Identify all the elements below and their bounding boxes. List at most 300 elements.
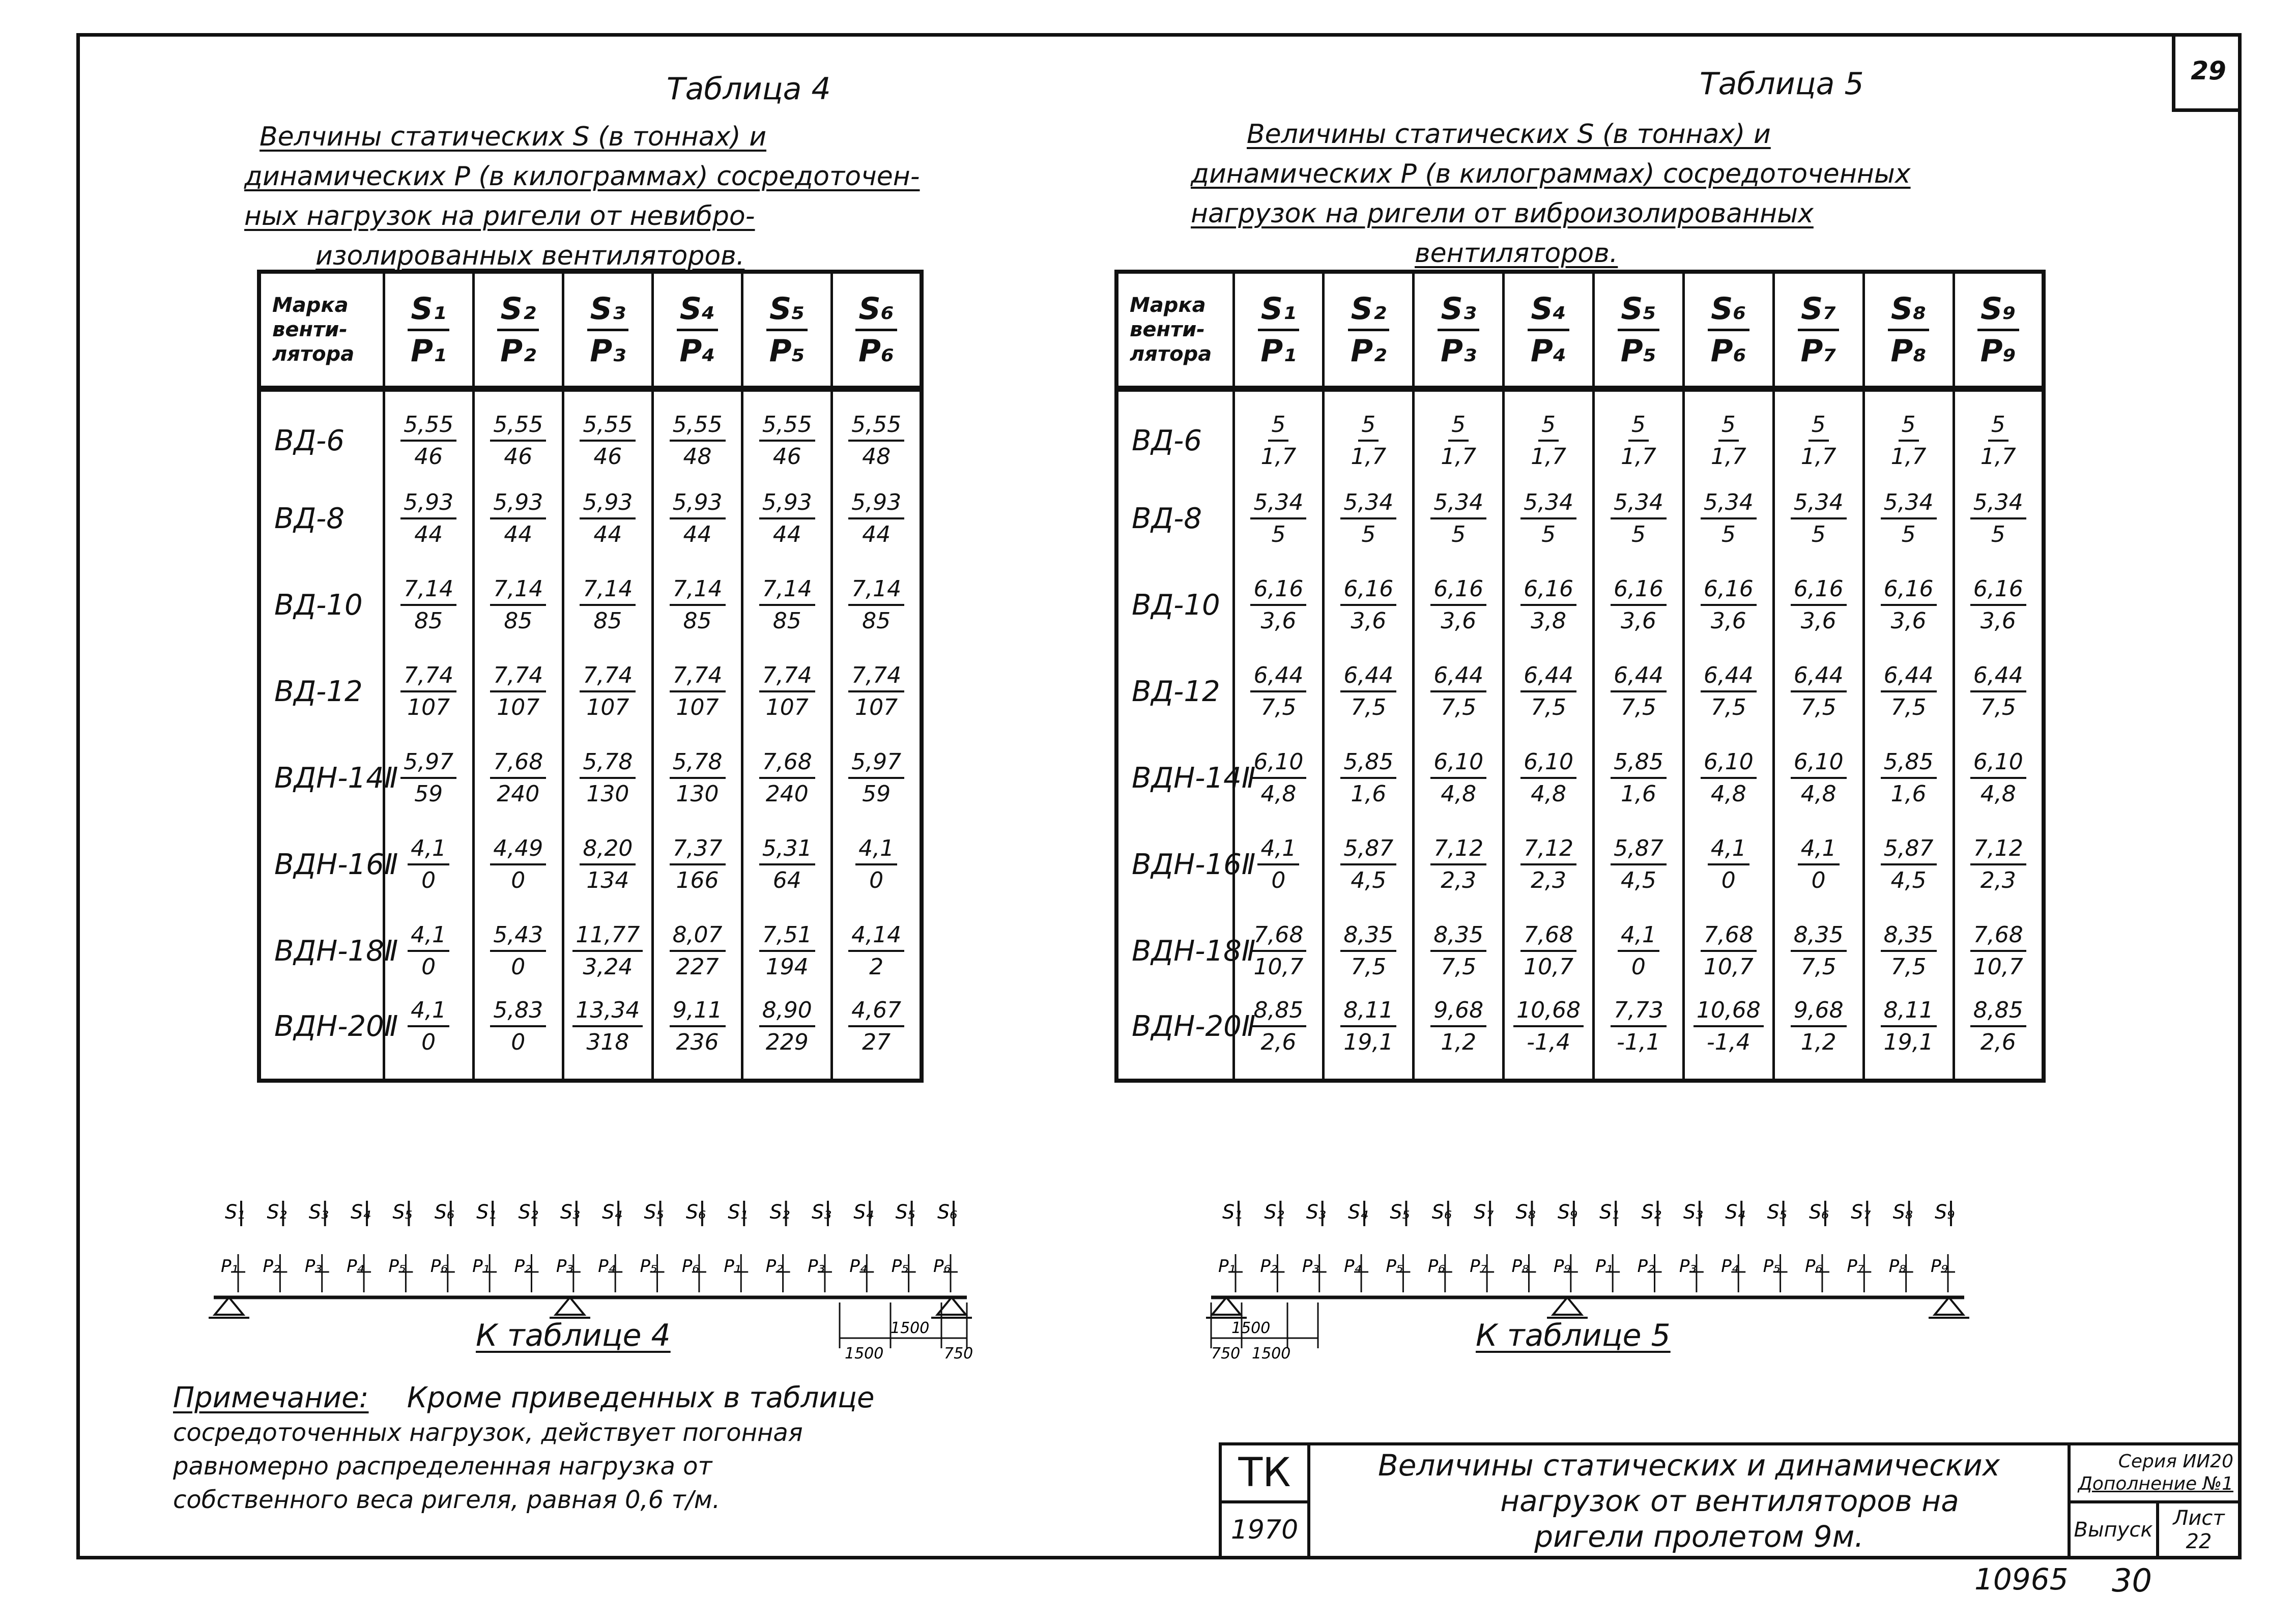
load-value-numerator: 5 <box>1988 412 2008 442</box>
fan-mark: ВДН-14Ⅱ <box>1116 735 1233 821</box>
note-line: Кроме приведенных в таблице <box>407 1381 875 1414</box>
load-value <box>580 749 636 807</box>
load-value <box>1881 922 1937 980</box>
load-value-denominator: 4,8 <box>1441 781 1477 807</box>
load-value-numerator: 8,35 <box>1881 922 1937 952</box>
load-value <box>580 412 636 470</box>
load-value <box>1250 662 1306 720</box>
load-cell <box>1594 648 1684 735</box>
load-value-denominator: 3,6 <box>1351 608 1387 634</box>
static-load-label: S₅ <box>895 1201 916 1223</box>
load-cell <box>652 389 742 475</box>
load-cell <box>652 821 742 908</box>
column-header-fraction-numerator: S₅ <box>1618 291 1659 331</box>
load-value-denominator: 0 <box>1631 954 1646 980</box>
load-cell <box>563 389 652 475</box>
load-value <box>490 922 546 980</box>
static-load-label: S₄ <box>1725 1201 1745 1223</box>
load-value <box>759 997 815 1055</box>
column-header <box>1324 272 1414 389</box>
load-value <box>490 997 546 1055</box>
load-cell <box>1773 908 1863 994</box>
load-value-denominator: 27 <box>862 1029 891 1055</box>
dynamic-load-label: P₆ <box>430 1256 448 1277</box>
load-cell <box>473 735 563 821</box>
load-value-denominator: 4,5 <box>1351 867 1387 893</box>
load-value-numerator: 7,74 <box>490 662 546 692</box>
load-cell <box>473 475 563 562</box>
table5-body <box>1116 389 2044 1081</box>
load-cell <box>1594 908 1684 994</box>
load-value-numerator: 7,74 <box>759 662 815 692</box>
load-cell <box>1683 648 1773 735</box>
load-value-denominator: 107 <box>407 694 450 720</box>
column-header-fraction-denominator: P₂ <box>500 333 536 369</box>
column-header-fraction <box>1258 291 1300 369</box>
load-value-numerator: 6,44 <box>1250 662 1306 692</box>
load-value <box>759 662 815 720</box>
table4-caption: Таблица 4 <box>667 71 831 107</box>
load-value <box>670 922 726 980</box>
static-load-label: S₄ <box>1348 1201 1368 1223</box>
table-row <box>1116 475 2044 562</box>
load-value-denominator: 44 <box>504 522 533 547</box>
diagram5-label: К таблице 5 <box>1476 1318 1671 1353</box>
column-header-fraction-denominator: P₅ <box>1620 333 1657 369</box>
static-load-label: S₉ <box>1935 1201 1955 1223</box>
mark-header-line: венти- <box>272 318 348 341</box>
load-value-numerator: 4,67 <box>848 997 904 1027</box>
load-value-numerator: 5,43 <box>490 922 546 952</box>
load-value-numerator: 8,85 <box>1970 997 2026 1027</box>
load-value-denominator: 0 <box>421 867 436 893</box>
mark-header-line: Марка <box>1130 294 1206 317</box>
load-value-denominator: 85 <box>504 608 533 634</box>
load-value-numerator: 6,44 <box>1701 662 1757 692</box>
load-value-denominator: 0 <box>1271 867 1286 893</box>
load-value-numerator: 5 <box>1268 412 1288 442</box>
load-value <box>1340 997 1396 1055</box>
column-header-fraction <box>677 291 719 369</box>
load-cell <box>1594 562 1684 648</box>
load-cell <box>652 994 742 1081</box>
column-header-fraction <box>766 291 808 369</box>
load-cell <box>1233 389 1324 475</box>
fan-mark: ВД-6 <box>1116 389 1233 475</box>
column-header-fraction <box>497 291 539 369</box>
load-value <box>1701 662 1757 720</box>
load-value <box>1257 835 1299 893</box>
load-value-denominator: 7,5 <box>1531 694 1567 720</box>
static-load-label: S₂ <box>518 1201 538 1223</box>
column-header-fraction-denominator: P₂ <box>1351 333 1387 369</box>
load-value-denominator: 10,7 <box>1973 954 2023 980</box>
dimension-value: 750 <box>944 1345 973 1363</box>
load-value-denominator: 5 <box>1721 522 1736 547</box>
fan-mark: ВДН-16Ⅱ <box>259 821 384 908</box>
column-header-fraction <box>1708 291 1749 369</box>
column-header-fraction <box>408 291 449 369</box>
load-cell <box>742 475 832 562</box>
fan-mark: ВД-10 <box>1116 562 1233 648</box>
load-value-numerator: 9,68 <box>1430 997 1486 1027</box>
load-cell <box>1683 994 1773 1081</box>
dynamic-load-label: P₁ <box>724 1256 741 1277</box>
static-load-label: S₁ <box>1222 1201 1243 1223</box>
static-load-label: S₁ <box>728 1201 748 1223</box>
dynamic-load-label: P₁ <box>1595 1256 1613 1277</box>
load-value-denominator: 107 <box>765 694 809 720</box>
load-cell <box>1683 562 1773 648</box>
table-row <box>1116 648 2044 735</box>
load-cell <box>1504 389 1594 475</box>
load-value <box>848 489 904 547</box>
load-value-denominator: 4,5 <box>1890 867 1927 893</box>
dynamic-load-label: P₄ <box>1721 1256 1739 1277</box>
load-value-numerator: 6,16 <box>1250 576 1306 606</box>
load-value <box>1970 749 2026 807</box>
dynamic-load-label: P₂ <box>263 1256 280 1277</box>
load-value <box>1881 749 1937 807</box>
sheet-number-text: 29 <box>2191 56 2226 85</box>
title-block <box>1219 1442 2242 1559</box>
load-value-denominator: 0 <box>511 867 526 893</box>
dynamic-load-label: P₁ <box>472 1256 490 1277</box>
load-value-denominator: 19,1 <box>1343 1029 1394 1055</box>
column-header <box>832 272 922 389</box>
load-value-numerator: 7,14 <box>580 576 636 606</box>
column-header-fraction <box>1528 291 1569 369</box>
table5-headline-line: Величины статических S (в тоннах) и <box>1247 119 1771 150</box>
load-value-denominator: 236 <box>676 1029 719 1055</box>
load-value-denominator: 4,8 <box>1800 781 1836 807</box>
load-cell <box>473 648 563 735</box>
load-value-denominator: 5 <box>1271 522 1286 547</box>
load-value-numerator: 5,34 <box>1791 489 1847 519</box>
load-value-denominator: 134 <box>586 867 629 893</box>
load-value-denominator: 1,7 <box>1800 444 1836 470</box>
static-load-label: S₄ <box>602 1201 622 1223</box>
load-value-numerator: 5,93 <box>490 489 546 519</box>
load-value-numerator: 4,1 <box>1798 835 1840 865</box>
title-line: Величины статических и динамических <box>1377 1448 2000 1483</box>
load-value-denominator: 194 <box>765 954 809 980</box>
load-value-denominator: 3,8 <box>1531 608 1567 634</box>
load-value <box>1430 835 1486 893</box>
load-value <box>408 997 449 1055</box>
load-cell <box>384 389 473 475</box>
mark-header-line: Марка <box>272 294 349 317</box>
load-value-numerator: 6,16 <box>1430 576 1486 606</box>
dynamic-load-label: P₅ <box>1763 1256 1781 1277</box>
static-load-label: S₈ <box>1515 1201 1536 1223</box>
table4 <box>257 270 924 1083</box>
load-value-numerator: 5,93 <box>848 489 904 519</box>
table4-headline-line: ных нагрузок на ригели от невибро- <box>244 201 755 231</box>
load-value-numerator: 5,85 <box>1611 749 1667 779</box>
load-value-numerator: 5,55 <box>848 412 904 442</box>
load-value <box>1708 835 1749 893</box>
load-value <box>759 835 815 893</box>
table5-header-row <box>1116 272 2044 389</box>
dimension-value: 1500 <box>1231 1319 1271 1337</box>
load-value <box>670 662 726 720</box>
static-load-label: S₆ <box>1809 1201 1829 1223</box>
load-cell <box>652 562 742 648</box>
load-value <box>408 835 449 893</box>
load-value-numerator: 8,90 <box>759 997 815 1027</box>
load-value-numerator: 4,1 <box>408 997 449 1027</box>
load-value <box>1611 662 1667 720</box>
dynamic-load-label: P₂ <box>765 1256 783 1277</box>
load-value <box>400 489 456 547</box>
load-value-numerator: 5,55 <box>400 412 456 442</box>
column-header-fraction-denominator: P₇ <box>1800 333 1836 369</box>
table-row <box>259 389 922 475</box>
load-value-numerator: 8,35 <box>1791 922 1847 952</box>
load-value-numerator: 5,87 <box>1881 835 1937 865</box>
title-line: нагрузок от вентиляторов на <box>1500 1484 1959 1518</box>
load-value-numerator: 7,51 <box>759 922 815 952</box>
load-value-numerator: 7,74 <box>580 662 636 692</box>
static-load-label: S₁ <box>1599 1201 1620 1223</box>
load-value-denominator: 44 <box>862 522 891 547</box>
static-load-label: S₁ <box>225 1201 245 1223</box>
load-cell <box>384 475 473 562</box>
support <box>1212 1297 1241 1315</box>
load-value-denominator: 2,3 <box>1980 867 2016 893</box>
load-value-numerator: 6,44 <box>1430 662 1486 692</box>
load-value-numerator: 5,34 <box>1340 489 1396 519</box>
load-cell <box>1324 735 1414 821</box>
dynamic-load-label: P₆ <box>1427 1256 1445 1277</box>
title-block-title <box>1307 1442 2071 1559</box>
static-load-label: S₃ <box>308 1201 329 1223</box>
load-value-numerator: 6,16 <box>1701 576 1757 606</box>
load-cell <box>832 475 922 562</box>
load-value <box>759 576 815 634</box>
load-cell <box>563 908 652 994</box>
table-row <box>1116 994 2044 1081</box>
load-cell <box>742 648 832 735</box>
load-cell <box>1594 475 1684 562</box>
load-cell <box>742 562 832 648</box>
column-header-fraction-denominator: P₄ <box>1530 333 1567 369</box>
load-cell <box>1954 994 2044 1081</box>
load-value-denominator: 46 <box>504 444 533 470</box>
static-load-label: S₄ <box>853 1201 874 1223</box>
load-value <box>1250 749 1306 807</box>
load-cell <box>1324 648 1414 735</box>
column-header-fraction-numerator: S₆ <box>855 291 897 331</box>
static-load-label: S₇ <box>1851 1201 1871 1223</box>
load-value <box>759 489 815 547</box>
table-row <box>259 562 922 648</box>
load-value-numerator: 5,34 <box>1250 489 1306 519</box>
load-cell <box>652 908 742 994</box>
sheet-number <box>2172 33 2242 112</box>
load-value-numerator: 7,68 <box>1250 922 1306 952</box>
column-header-fraction-numerator: S₁ <box>1258 291 1300 331</box>
load-value-denominator: 240 <box>765 781 809 807</box>
load-cell <box>1683 475 1773 562</box>
static-load-label: S₂ <box>769 1201 790 1223</box>
dimension-value: 1500 <box>845 1345 884 1363</box>
dynamic-load-label: P₂ <box>1260 1256 1278 1277</box>
load-value <box>1520 922 1576 980</box>
load-cell <box>1773 994 1863 1081</box>
column-header-fraction <box>1438 291 1479 369</box>
fan-mark: ВДН-16Ⅱ <box>1116 821 1233 908</box>
load-value <box>1340 662 1396 720</box>
table5-headline <box>1191 114 1911 273</box>
load-value <box>1798 835 1840 893</box>
load-value <box>1970 576 2026 634</box>
load-value <box>848 412 904 470</box>
load-value-numerator: 5 <box>1899 412 1919 442</box>
load-value-numerator: 4,1 <box>408 835 449 865</box>
table5-headline-line: нагрузок на ригели от виброизолированных <box>1191 198 1814 229</box>
load-value <box>490 662 546 720</box>
load-value-denominator: 4,8 <box>1531 781 1567 807</box>
fan-mark: ВД-12 <box>259 648 384 735</box>
dynamic-load-label: P₄ <box>849 1256 867 1277</box>
load-value-numerator: 8,85 <box>1250 997 1306 1027</box>
load-value <box>759 412 815 470</box>
load-value <box>1611 997 1667 1055</box>
table-row <box>259 821 922 908</box>
dynamic-load-label: P₅ <box>891 1256 909 1277</box>
issue-label: Выпуск <box>2074 1518 2153 1542</box>
load-value-numerator: 5,93 <box>580 489 636 519</box>
load-value-denominator: 5 <box>1631 522 1646 547</box>
static-load-label: S₉ <box>1557 1201 1578 1223</box>
load-value-numerator: 7,74 <box>670 662 726 692</box>
load-value <box>1694 997 1764 1055</box>
load-cell <box>1414 475 1504 562</box>
load-value-denominator: 3,6 <box>1890 608 1927 634</box>
load-value-numerator: 7,68 <box>1520 922 1576 952</box>
load-value-numerator: 4,1 <box>408 922 449 952</box>
load-cell <box>1954 821 2044 908</box>
load-value-denominator: 1,6 <box>1890 781 1927 807</box>
table-row <box>1116 821 2044 908</box>
load-cell <box>832 821 922 908</box>
load-value-numerator: 5,55 <box>580 412 636 442</box>
load-cell <box>473 821 563 908</box>
load-value <box>1351 412 1386 470</box>
load-value-denominator: -1,1 <box>1617 1029 1660 1055</box>
table4-header-row <box>259 272 922 389</box>
load-value-numerator: 5,85 <box>1881 749 1937 779</box>
load-value-denominator: 85 <box>593 608 622 634</box>
load-value-denominator: 85 <box>414 608 443 634</box>
load-cell <box>1414 648 1504 735</box>
load-value-denominator: 44 <box>683 522 712 547</box>
load-cell <box>1414 994 1504 1081</box>
load-value-denominator: 10,7 <box>1703 954 1754 980</box>
load-value-numerator: 4,1 <box>1618 922 1659 952</box>
column-header <box>1414 272 1504 389</box>
load-cell <box>1324 908 1414 994</box>
column-header-fraction <box>1798 291 1840 369</box>
diagram4-label: К таблице 4 <box>476 1318 671 1353</box>
dynamic-load-label: P₈ <box>1511 1256 1529 1277</box>
load-value <box>1881 576 1937 634</box>
column-header-fraction-numerator: S₉ <box>1977 291 2019 331</box>
load-value <box>580 662 636 720</box>
load-value-denominator: 85 <box>772 608 801 634</box>
dynamic-load-label: P₁ <box>1218 1256 1236 1277</box>
note-title: Примечание: <box>173 1381 369 1414</box>
load-value-numerator: 6,16 <box>1881 576 1937 606</box>
load-value <box>1970 662 2026 720</box>
page-number: 30 <box>2112 1562 2152 1599</box>
load-value-denominator: 2,3 <box>1531 867 1567 893</box>
static-load-label: S₇ <box>1474 1201 1494 1223</box>
load-value-numerator: 5,97 <box>400 749 456 779</box>
load-cell <box>563 648 652 735</box>
load-value <box>1791 749 1847 807</box>
dynamic-load-label: P₄ <box>598 1256 616 1277</box>
column-header-fraction-denominator: P₄ <box>679 333 715 369</box>
dynamic-load-label: P₆ <box>933 1256 951 1277</box>
load-value-denominator: -1,4 <box>1527 1029 1570 1055</box>
load-value <box>1701 749 1757 807</box>
table-row <box>259 994 922 1081</box>
load-value-numerator: 7,68 <box>759 749 815 779</box>
column-header-fraction-numerator: S₅ <box>766 291 808 331</box>
mark-header-line: венти- <box>1130 318 1205 341</box>
load-cell <box>832 389 922 475</box>
load-value-denominator: 46 <box>772 444 801 470</box>
load-value <box>1520 489 1576 547</box>
load-cell <box>1324 994 1414 1081</box>
load-value-numerator: 6,44 <box>1881 662 1937 692</box>
load-value <box>759 922 815 980</box>
load-cell <box>1504 475 1594 562</box>
load-value <box>848 662 904 720</box>
load-value-denominator: 1,7 <box>1351 444 1387 470</box>
load-cell <box>1773 821 1863 908</box>
fan-mark: ВД-6 <box>259 389 384 475</box>
dynamic-load-label: P₃ <box>1679 1256 1697 1277</box>
column-header <box>652 272 742 389</box>
load-value <box>1250 489 1306 547</box>
load-value-denominator: 1,7 <box>1890 444 1927 470</box>
load-value-numerator: 5,31 <box>759 835 815 865</box>
load-value-denominator: -1,4 <box>1706 1029 1750 1055</box>
load-value <box>1881 662 1937 720</box>
load-value-denominator: 46 <box>414 444 443 470</box>
load-cell <box>473 994 563 1081</box>
table-row <box>1116 389 2044 475</box>
column-header <box>1233 272 1324 389</box>
dynamic-load-label: P₅ <box>1386 1256 1403 1277</box>
load-value-denominator: 85 <box>862 608 891 634</box>
load-cell <box>1683 389 1773 475</box>
load-value <box>1520 662 1576 720</box>
title-line: ригели пролетом 9м. <box>1534 1519 1864 1554</box>
load-value <box>1340 922 1396 980</box>
load-value <box>1701 489 1757 547</box>
load-value <box>670 835 726 893</box>
column-header-fraction <box>587 291 629 369</box>
load-cell <box>1324 389 1414 475</box>
load-value-denominator: 59 <box>862 781 891 807</box>
load-value <box>1430 489 1486 547</box>
static-load-label: S₆ <box>937 1201 958 1223</box>
